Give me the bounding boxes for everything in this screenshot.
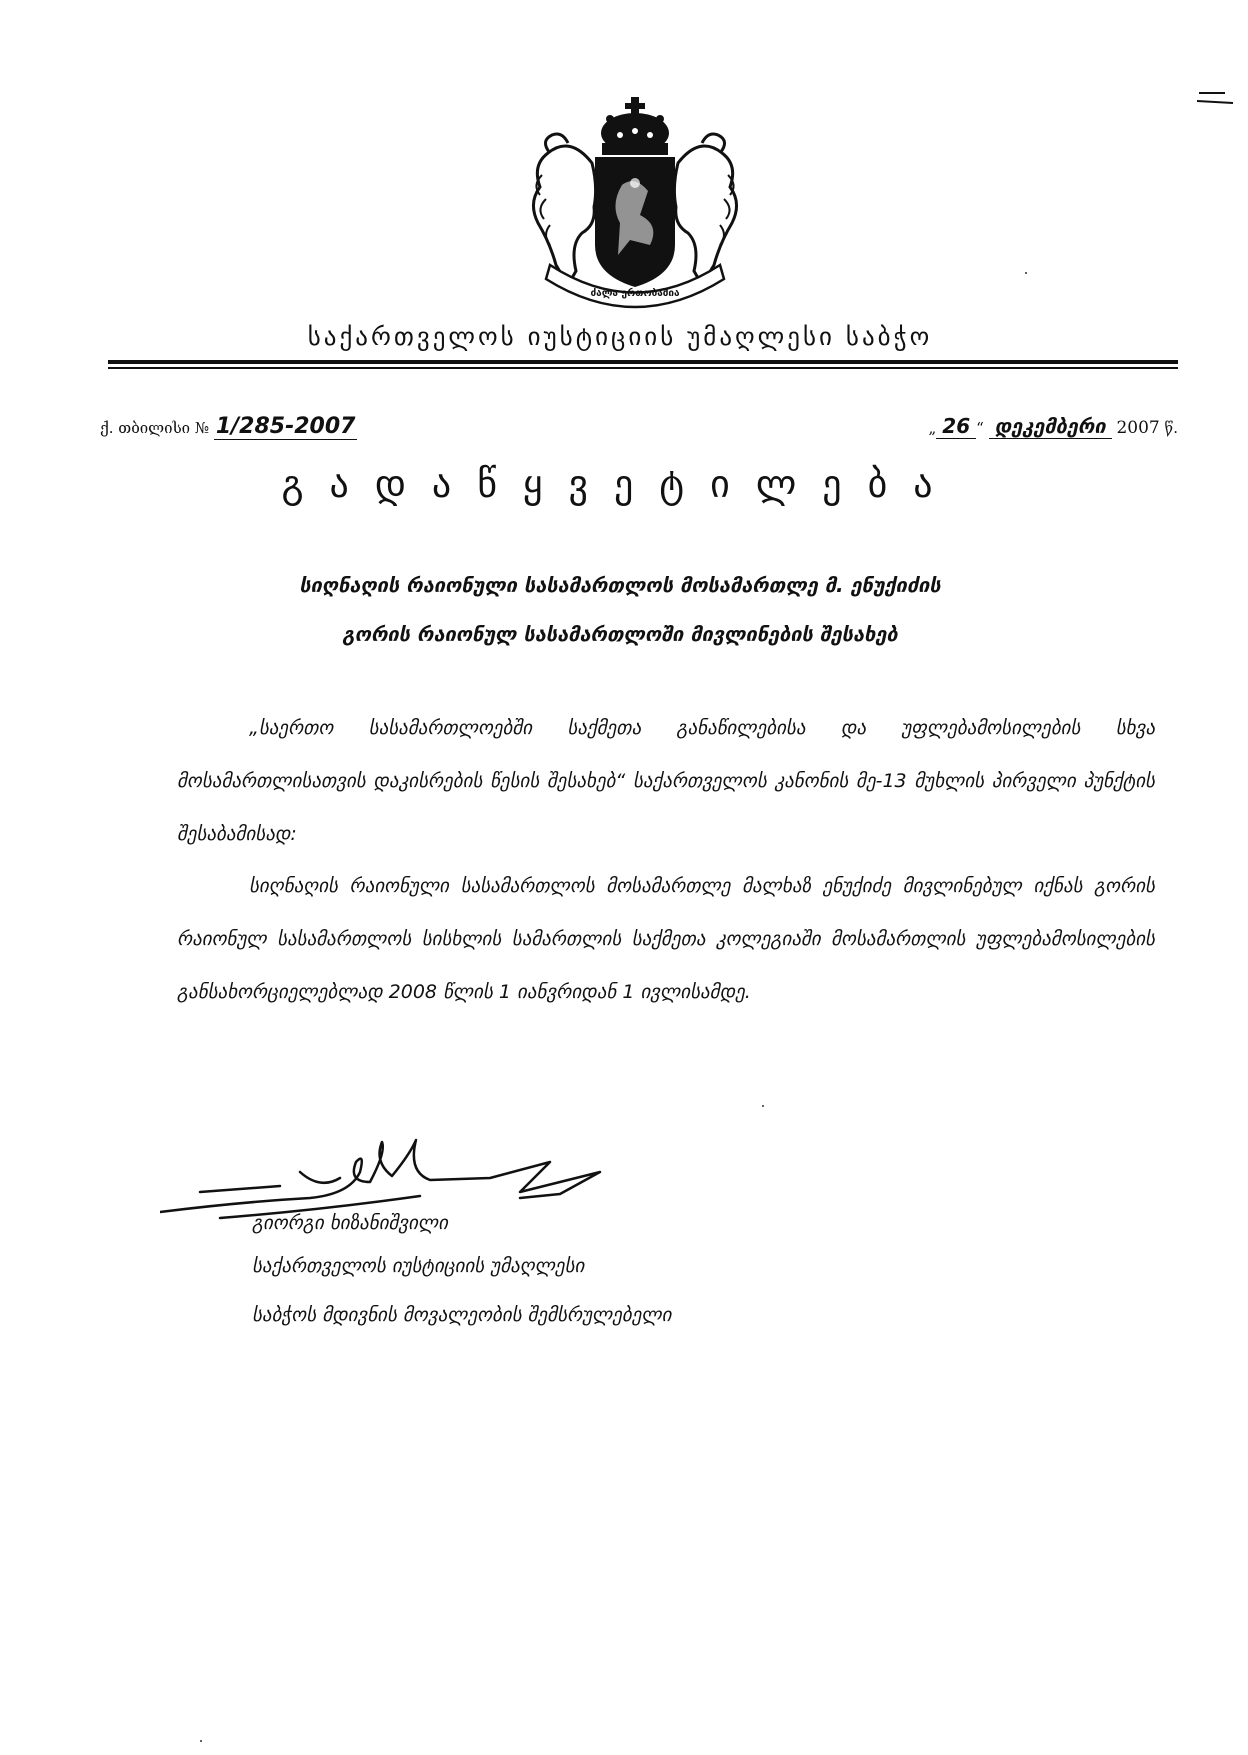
- decision-paragraph: სიღნაღის რაიონული სასამართლოს მოსამართლე მალხაზ ენუქიძე მივლინებულ იქნას გორის რაიონულ სასამართლოს სისხლის სამართლის საქმეთა კოლეგიაში მოსამართლის უფლებამოსილების განსახორციელებლად 2008 წლის 1 იანვრიდან 1 ივლისამდე.: [177, 875, 1155, 1003]
- date-year-suffix: წ.: [1164, 419, 1178, 437]
- institution-heading: საქართველოს იუსტიციის უმაღლესი საბჭო: [307, 322, 933, 351]
- legal-basis-paragraph: „საერთო სასამართლოებში საქმეთა განაწილებისა და უფლებამოსილების სხვა მოსამართლისათვის დაკისრების წესის შესახებ“ საქართველოს კანონის მე-13 მუხლის პირველი პუნქტის შესაბამისად:: [177, 717, 1155, 845]
- heading-rule-thin: [108, 367, 1178, 369]
- scan-speck: [200, 1740, 202, 1742]
- corner-mark: [1195, 85, 1235, 115]
- date-year: 2007: [1116, 418, 1160, 438]
- decision-number: 1/285-2007: [215, 414, 356, 439]
- signer-title-line-2: საბჭოს მდივნის მოვალეობის შემსრულებელი: [252, 1304, 672, 1326]
- city-label: ქ. თბილისი №: [100, 419, 210, 437]
- date-close-quote: “: [976, 419, 984, 437]
- reference-date: [929, 414, 1178, 438]
- date-open-quote: „: [928, 419, 937, 437]
- document-title: გადაწყვეტილება: [281, 462, 959, 506]
- reference-number: [100, 414, 357, 439]
- date-month: დეკემბერი: [989, 414, 1112, 439]
- georgia-coat-of-arms-icon: [510, 95, 760, 310]
- signer-name: გიორგი ხიზანიშვილი: [252, 1212, 448, 1234]
- subject-line-1: სიღნაღის რაიონული სასამართლოს მოსამართლე მ. ენუქიძის: [299, 573, 941, 597]
- svg-text:ძალა ერთობაშია: ძალა ერთობაშია: [590, 288, 680, 299]
- scan-speck: [762, 1105, 764, 1107]
- heading-rule-thick: [108, 360, 1178, 364]
- subject-line-2: გორის რაიონულ სასამართლოში მივლინების შესახებ: [342, 622, 898, 646]
- signer-title-line-1: საქართველოს იუსტიციის უმაღლესი: [252, 1255, 585, 1277]
- date-day: 26: [936, 414, 976, 439]
- scan-speck: [1025, 272, 1027, 274]
